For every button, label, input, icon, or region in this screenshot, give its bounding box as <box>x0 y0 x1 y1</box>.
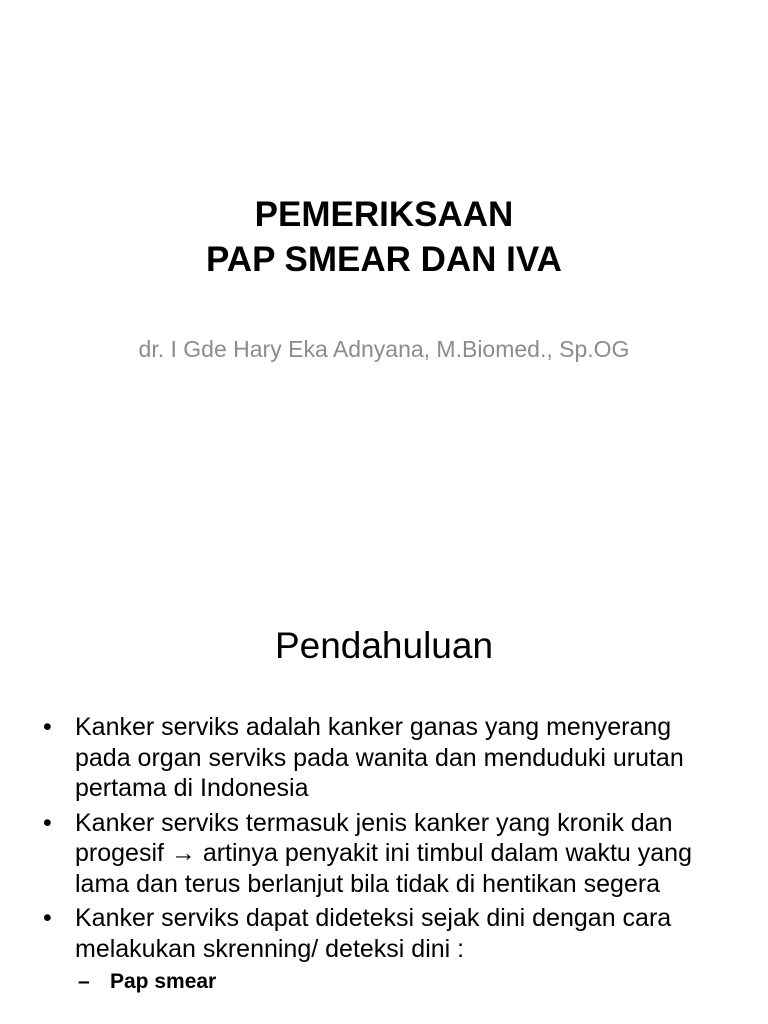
bullet-item <box>40 808 730 900</box>
bullet-list <box>40 712 730 995</box>
bullet-marker: • <box>43 713 52 741</box>
slide-title <box>0 192 768 282</box>
section-title: Pendahuluan <box>274 625 494 666</box>
author-subtitle: dr. I Gde Hary Eka Adnyana, M.Biomed., Sp.OG <box>138 336 630 362</box>
sub-bullet-text: Pap smear <box>110 970 217 993</box>
sub-bullet-item <box>40 968 730 995</box>
bullet-text: Kanker serviks dapat dideteksi sejak dini dengan cara melakukan skrenning/ deteksi dini : <box>75 904 672 963</box>
bullet-marker: • <box>43 808 52 837</box>
bullet-item <box>40 903 730 964</box>
bullet-item <box>40 712 730 804</box>
sub-bullet-marker: – <box>78 970 90 993</box>
intro-slide <box>0 576 768 1024</box>
title-line-1: PEMERIKSAAN <box>254 195 514 234</box>
title-line-2: PAP SMEAR DAN IVA <box>206 240 562 279</box>
bullet-text: Kanker serviks adalah kanker ganas yang menyerang pada organ serviks pada wanita dan menduduki urutan pertama di Indonesia <box>75 713 684 802</box>
bullet-text: Kanker serviks termasuk jenis kanker yang kronik dan progesif → artinya penyakit ini timbul dalam waktu yang lama dan terus berlanjut bila tidak di hentikan segera <box>75 808 692 898</box>
bullet-marker: • <box>43 904 52 932</box>
